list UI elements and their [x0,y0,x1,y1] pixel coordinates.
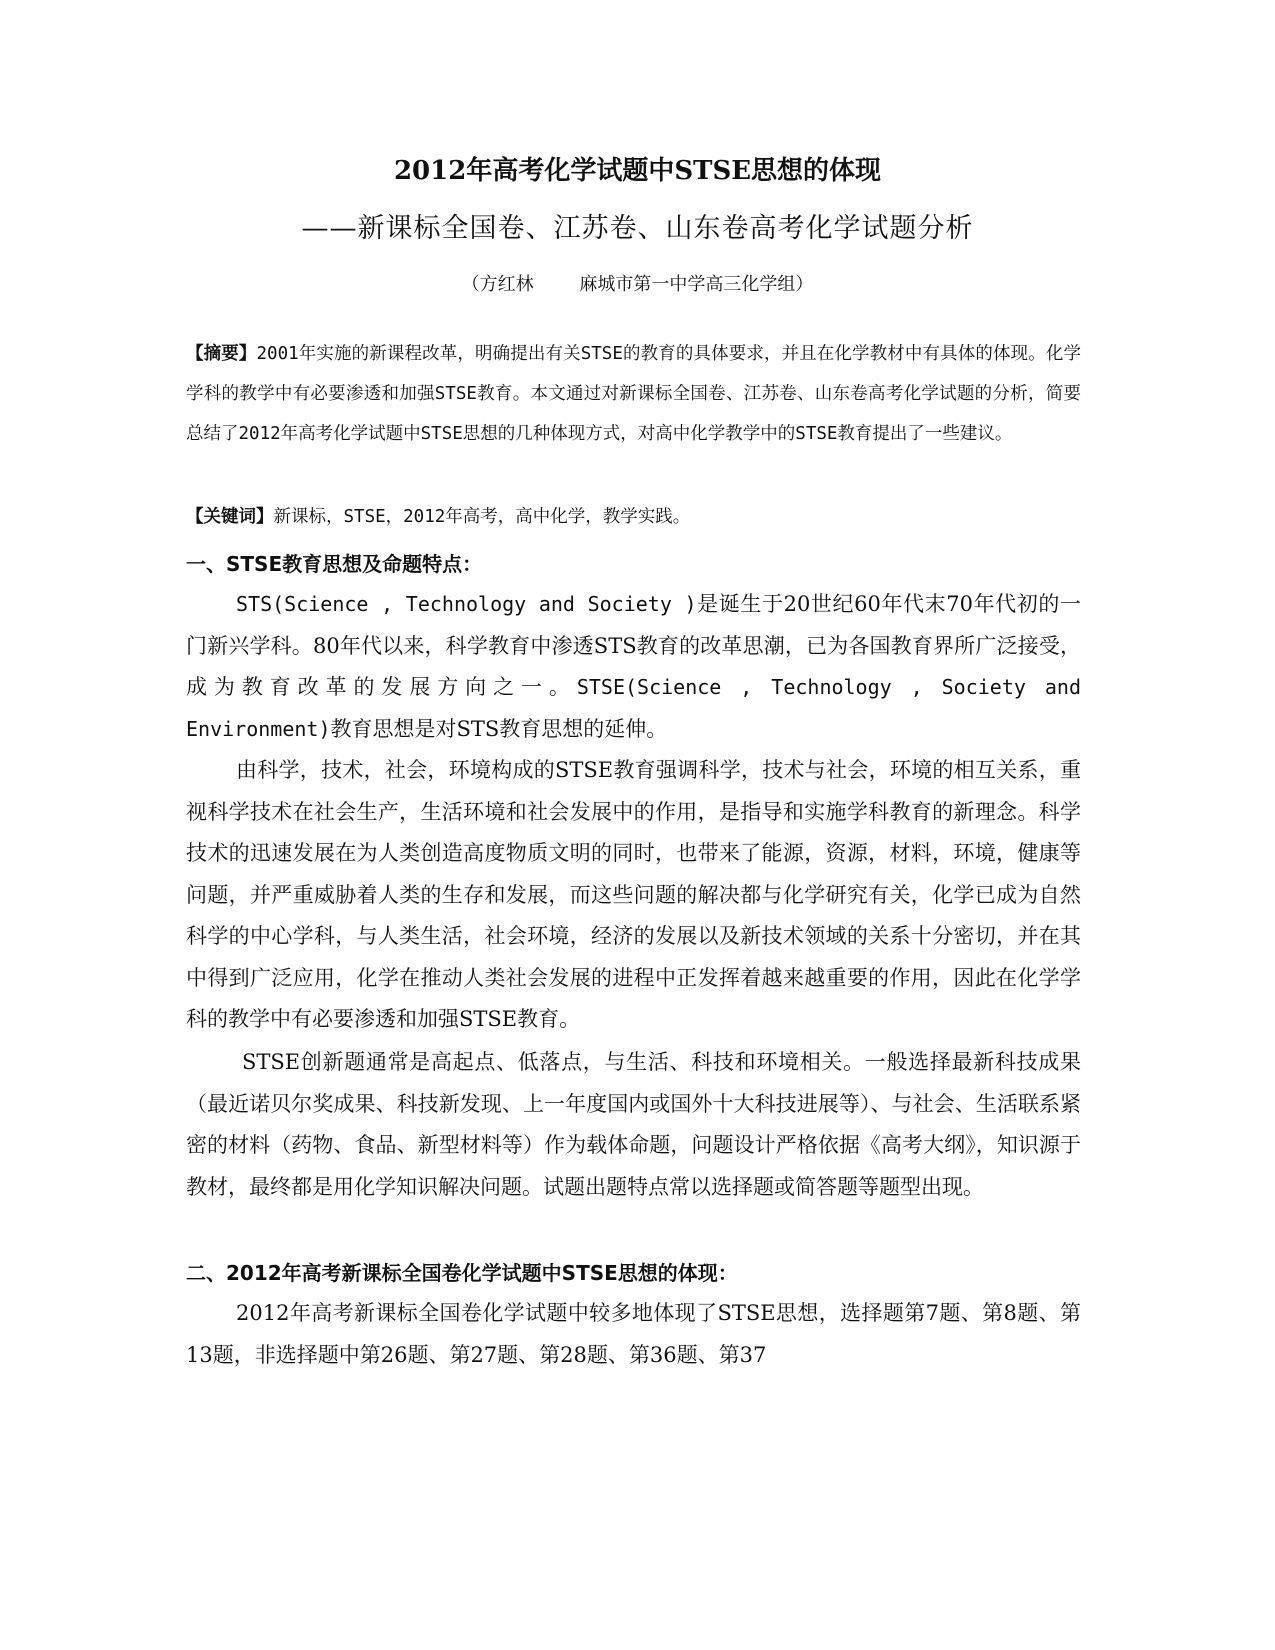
author-line: （方红林 麻城市第一中学高三化学组） [461,274,814,295]
keywords [186,497,1081,537]
keywords-label: 【关键词】 [186,507,274,527]
section-1-paragraph-3: STSE创新题通常是高起点、低落点，与生活、科技和环境相关。一般选择最新科技成果（最近诺贝尔奖成果、科技新发现、上一年度国内或国外十大科技进展等）、与社会、生活联系紧密的材料（药物、食品、新型材料等）作为载体命题，问题设计严格依据《高考大纲》，知识源于教材，最终都是用化学知识解决问题。试题出题特点常以选择题或简答题等题型出现。 [186,1050,1081,1199]
paragraph-1-text-b: 教育思想是对STS教育思想的延伸。 [330,716,668,741]
sts-term: STS(Science , Technology and Society ) [236,592,697,616]
document-title: 2012年高考化学试题中STSE思想的体现 [393,156,882,186]
stse-term: STSE(Science , Technology , Society and Environment) [186,675,1082,741]
section-1-paragraph-1 [186,584,1081,750]
section-1-paragraph-2: 由科学，技术，社会，环境构成的STSE教育强调科学，技术与社会，环境的相互关系，重视科学技术在社会生产，生活环境和社会发展中的作用，是指导和实施学科教育的新理念。科学技术的迅速发展在为人类创造高度物质文明的同时，也带来了能源，资源，材料，环境，健康等问题，并严重威胁着人类的生存和发展，而这些问题的解决都与化学研究有关，化学已成为自然科学的中心学科，与人类生活，社会环境，经济的发展以及新技术领域的关系十分密切，并在其中得到广泛应用，化学在推动人类社会发展的进程中正发挥着越来越重要的作用，因此在化学学科的教学中有必要渗透和加强STSE教育。 [186,758,1081,1031]
section-2-heading: 二、2012年高考新课标全国卷化学试题中STSE思想的体现： [186,1261,738,1285]
section-1-heading: 一、STSE教育思想及命题特点： [186,552,483,576]
keywords-text: 新课标，STSE，2012年高考，高中化学，教学实践。 [273,507,691,527]
abstract-text: 2001年实施的新课程改革，明确提出有关STSE的教育的具体要求，并且在化学教材中有具体的体现。化学学科的教学中有必要渗透和加强STSE教育。本文通过对新课标全国卷、江苏卷、山东卷高考化学试题的分析，简要总结了2012年高考化学试题中STSE思想的几种体现方式，对高中化学教学中的STSE教育提出了一些建议。 [186,344,1082,444]
abstract [186,334,1081,454]
abstract-label: 【摘要】 [186,344,257,364]
section-2-paragraph-1: 2012年高考新课标全国卷化学试题中较多地体现了STSE思想，选择题第7题、第8题、第13题，非选择题中第26题、第27题、第28题、第36题、第37 [186,1301,1081,1367]
document-subtitle: ——新课标全国卷、江苏卷、山东卷高考化学试题分析 [301,213,974,244]
paragraph-1-text-a: 是诞生于20世纪60年代末70年代初的一门新兴学科。80年代以来，科学教育中渗透STS教育的改革思潮，已为各国教育界所广泛接受，成为教育改革的发展方向之一。 [186,592,1081,699]
